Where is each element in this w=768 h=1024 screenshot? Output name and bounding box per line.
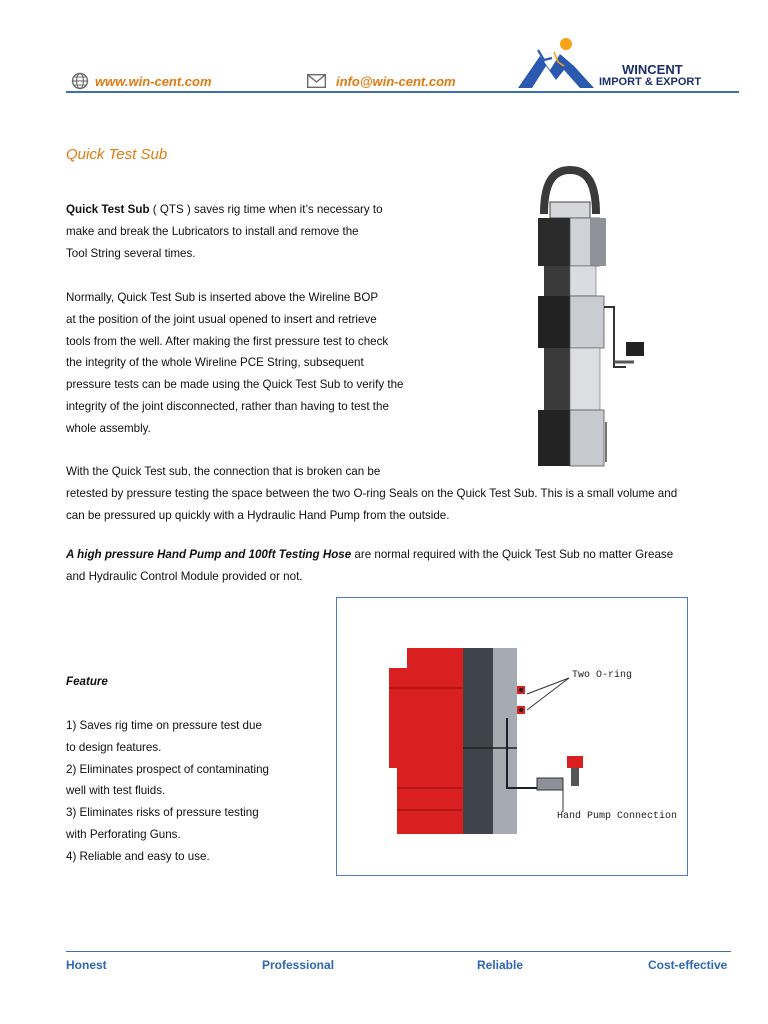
company-logo <box>516 36 596 90</box>
feature-item: to design features. <box>66 740 162 754</box>
intro-line-1: ( QTS ) saves rig time when it’s necessary to <box>149 203 383 216</box>
feature-item: well with test fluids. <box>66 784 166 798</box>
usage-line: Normally, Quick Test Sub is inserted above the Wireline BOP <box>66 291 379 304</box>
footer-value-cost-effective: Cost-effective <box>648 958 728 972</box>
envelope-icon <box>307 74 326 88</box>
page-header <box>0 0 768 95</box>
o-ring-label: Two O-ring <box>572 670 633 681</box>
hand-pump-paragraph <box>66 544 736 588</box>
intro-line-2: make and break the Lubricators to install and remove the <box>66 224 359 238</box>
header-rule <box>66 91 739 93</box>
feature-item: 3) Eliminates risks of pressure testing <box>66 806 259 820</box>
feature-item: 2) Eliminates prospect of contaminating <box>66 762 269 776</box>
website-link[interactable]: www.win-cent.com <box>95 74 212 89</box>
footer-value-honest: Honest <box>66 958 107 972</box>
intro-line-3: Tool String several times. <box>66 246 196 260</box>
qts-term: Quick Test Sub <box>66 203 150 216</box>
usage-line: integrity of the joint disconnected, rather than having to test the <box>66 399 389 413</box>
hand-pump-term: A high pressure Hand Pump and 100ft Testing Hose <box>66 548 352 561</box>
feature-item: 4) Reliable and easy to use. <box>66 849 210 863</box>
feature-item: with Perforating Guns. <box>66 827 181 841</box>
usage-line: at the position of the joint usual opened to insert and retrieve <box>66 312 377 326</box>
hand-pump-connection-label: Hand Pump Connection <box>557 811 678 822</box>
cross-section-figure <box>336 597 688 876</box>
footer-rule <box>66 951 731 952</box>
feature-heading-text: Feature <box>66 675 108 688</box>
feature-list <box>66 715 326 868</box>
intro-paragraph <box>66 199 406 264</box>
retest-line: can be pressured up quickly with a Hydraulic Hand Pump from the outside. <box>66 508 450 522</box>
cross-section-drawing <box>337 598 687 875</box>
page-title: Quick Test Sub <box>66 146 168 163</box>
retest-line: retested by pressure testing the space between the two O-ring Seals on the Quick Test Sub. This is a small volume and <box>66 486 678 500</box>
logo-name: WINCENT <box>622 62 683 77</box>
usage-line: the integrity of the whole Wireline PCE String, subsequent <box>66 356 364 370</box>
globe-icon <box>71 72 89 90</box>
usage-paragraph <box>66 287 446 440</box>
hand-pump-line-1: are normal required with the Quick Test Sub no matter Grease <box>351 548 674 561</box>
usage-line: pressure tests can be made using the Quick Test Sub to verify the <box>66 378 404 392</box>
feature-heading <box>66 671 108 693</box>
quick-test-sub-illustration <box>530 162 670 472</box>
feature-item: 1) Saves rig time on pressure test due <box>66 719 262 732</box>
hand-pump-line-2: and Hydraulic Control Module provided or not. <box>66 569 303 583</box>
footer-value-professional: Professional <box>262 958 335 972</box>
usage-line: whole assembly. <box>66 421 151 435</box>
retest-line: With the Quick Test sub, the connection that is broken can be <box>66 465 381 478</box>
logo-subtitle: IMPORT & EXPORT <box>599 76 702 88</box>
usage-line: tools from the well. After making the first pressure test to check <box>66 334 389 348</box>
email-link[interactable]: info@win-cent.com <box>336 74 456 89</box>
footer-value-reliable: Reliable <box>477 958 524 972</box>
